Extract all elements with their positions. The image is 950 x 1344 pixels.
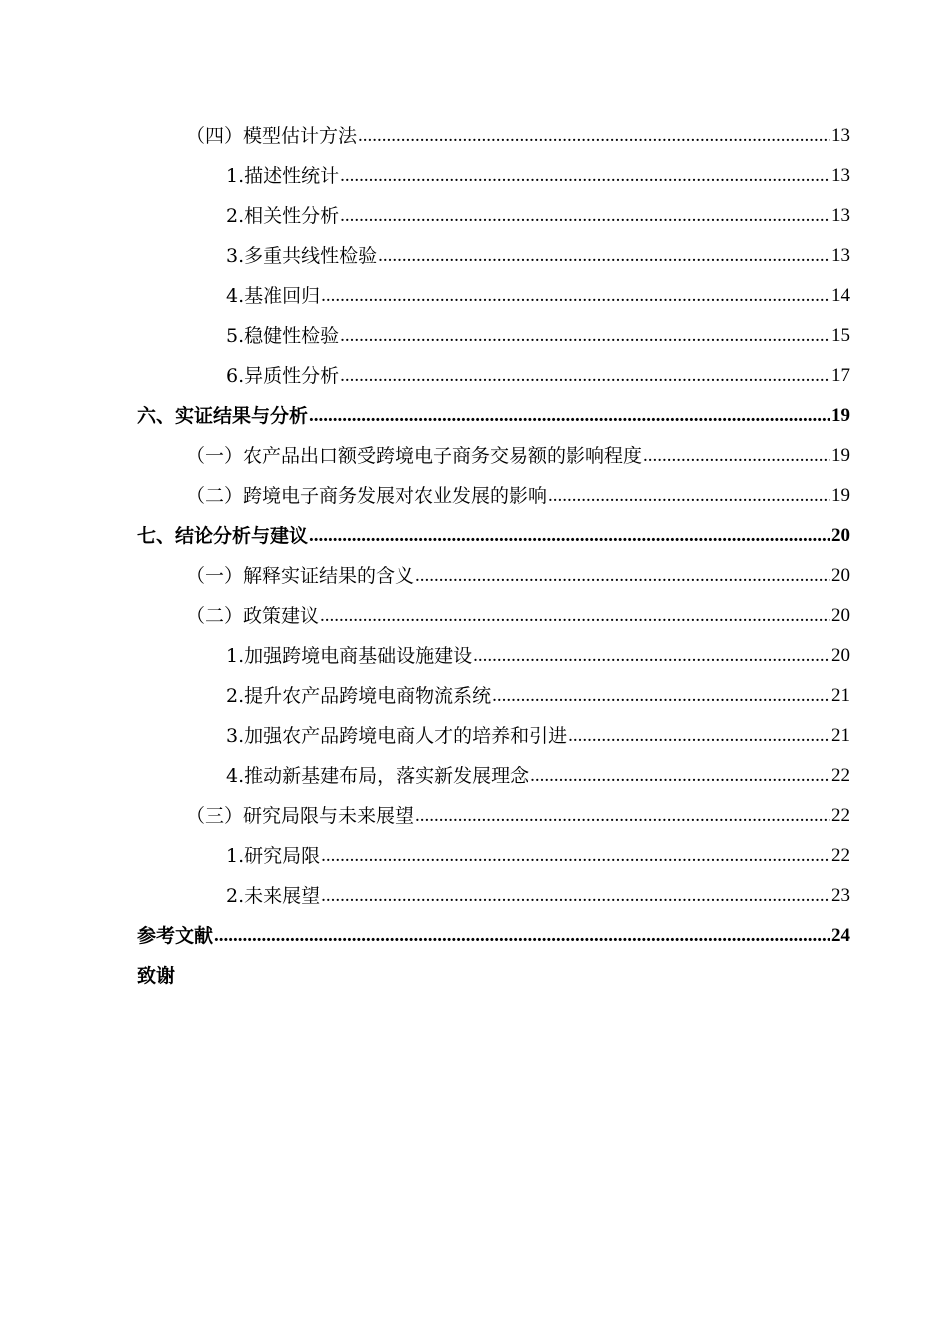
toc-leader-dots bbox=[320, 596, 830, 636]
toc-entry-title: 1.加强跨境电商基础设施建设 bbox=[226, 645, 473, 667]
toc-entry-page: 24 bbox=[831, 925, 850, 946]
toc-entry-title: 七、结论分析与建议 bbox=[137, 525, 309, 547]
toc-entry-page: 14 bbox=[831, 285, 850, 306]
toc-entry[interactable] bbox=[0, 436, 950, 476]
toc-leader-dots bbox=[378, 236, 830, 276]
toc-entry-page: 17 bbox=[831, 365, 850, 386]
toc-entry-title: （四）模型估计方法 bbox=[186, 125, 358, 147]
toc-entry-page: 15 bbox=[831, 325, 850, 346]
toc-entry-title: 六、实证结果与分析 bbox=[137, 405, 309, 427]
toc-chapter-entry[interactable] bbox=[0, 956, 950, 996]
toc-leader-dots bbox=[415, 556, 830, 596]
toc-chapter-entry[interactable] bbox=[0, 916, 950, 956]
toc-entry-title: （一）农产品出口额受跨境电子商务交易额的影响程度 bbox=[186, 445, 643, 467]
toc-entry-title: 4.基准回归 bbox=[226, 285, 321, 307]
toc-leader-dots bbox=[415, 796, 830, 836]
toc-entry-page: 19 bbox=[831, 485, 850, 506]
toc-leader-dots bbox=[643, 436, 830, 476]
toc-entry[interactable] bbox=[0, 596, 950, 636]
toc-entry-title: 4.推动新基建布局，落实新发展理念 bbox=[226, 765, 530, 787]
toc-entry[interactable] bbox=[0, 356, 950, 396]
toc-entry[interactable] bbox=[0, 156, 950, 196]
toc-entry[interactable] bbox=[0, 476, 950, 516]
toc-entry-page: 20 bbox=[831, 525, 850, 546]
toc-entry-page: 19 bbox=[831, 445, 850, 466]
toc-entry-title: （二）政策建议 bbox=[186, 605, 320, 627]
toc-entry-title: 参考文献 bbox=[137, 925, 214, 947]
toc-leader-dots bbox=[321, 276, 830, 316]
toc-chapter-entry[interactable] bbox=[0, 516, 950, 556]
toc-entry[interactable] bbox=[0, 716, 950, 756]
toc-leader-dots bbox=[568, 716, 830, 756]
toc-leader-dots bbox=[492, 676, 830, 716]
toc-leader-dots bbox=[473, 636, 830, 676]
table-of-contents bbox=[0, 116, 950, 996]
toc-entry[interactable] bbox=[0, 276, 950, 316]
toc-entry-title: （二）跨境电子商务发展对农业发展的影响 bbox=[186, 485, 548, 507]
toc-entry-title: 5.稳健性检验 bbox=[226, 325, 340, 347]
toc-entry[interactable] bbox=[0, 676, 950, 716]
toc-leader-dots bbox=[340, 316, 830, 356]
toc-entry-page: 21 bbox=[831, 725, 850, 746]
toc-entry-page: 23 bbox=[831, 885, 850, 906]
toc-entry[interactable] bbox=[0, 876, 950, 916]
toc-leader-dots bbox=[214, 916, 830, 956]
toc-entry-page: 13 bbox=[831, 165, 850, 186]
toc-leader-dots bbox=[309, 516, 830, 556]
toc-leader-dots bbox=[309, 396, 830, 436]
toc-entry-title: 2.提升农产品跨境电商物流系统 bbox=[226, 685, 492, 707]
toc-entry-title: 2.相关性分析 bbox=[226, 205, 340, 227]
toc-entry-title: 1.研究局限 bbox=[226, 845, 321, 867]
toc-entry-title: 致谢 bbox=[137, 965, 176, 987]
toc-entry-page: 20 bbox=[831, 565, 850, 586]
toc-leader-dots bbox=[340, 356, 830, 396]
toc-entry-title: 2.未来展望 bbox=[226, 885, 321, 907]
toc-entry-page: 20 bbox=[831, 605, 850, 626]
toc-entry-page: 19 bbox=[831, 405, 850, 426]
toc-entry[interactable] bbox=[0, 316, 950, 356]
toc-entry-page: 22 bbox=[831, 765, 850, 786]
toc-chapter-entry[interactable] bbox=[0, 396, 950, 436]
toc-entry-page: 21 bbox=[831, 685, 850, 706]
toc-entry-title: （一）解释实证结果的含义 bbox=[186, 565, 415, 587]
toc-entry-page: 22 bbox=[831, 805, 850, 826]
toc-entry-title: 1.描述性统计 bbox=[226, 165, 340, 187]
toc-leader-dots bbox=[358, 116, 830, 156]
toc-entry-title: 6.异质性分析 bbox=[226, 365, 340, 387]
toc-leader-dots bbox=[321, 876, 830, 916]
toc-entry-title: （三）研究局限与未来展望 bbox=[186, 805, 415, 827]
toc-entry-page: 13 bbox=[831, 125, 850, 146]
toc-entry[interactable] bbox=[0, 556, 950, 596]
toc-entry-page: 20 bbox=[831, 645, 850, 666]
toc-entry-page: 13 bbox=[831, 205, 850, 226]
toc-leader-dots bbox=[321, 836, 830, 876]
toc-entry[interactable] bbox=[0, 116, 950, 156]
toc-entry-title: 3.加强农产品跨境电商人才的培养和引进 bbox=[226, 725, 568, 747]
toc-entry-page: 13 bbox=[831, 245, 850, 266]
toc-entry[interactable] bbox=[0, 636, 950, 676]
toc-leader-dots bbox=[340, 156, 830, 196]
toc-entry[interactable] bbox=[0, 236, 950, 276]
toc-entry[interactable] bbox=[0, 196, 950, 236]
toc-entry[interactable] bbox=[0, 796, 950, 836]
toc-entry-page: 22 bbox=[831, 845, 850, 866]
toc-leader-dots bbox=[530, 756, 830, 796]
toc-leader-dots bbox=[340, 196, 830, 236]
toc-entry[interactable] bbox=[0, 836, 950, 876]
toc-leader-dots bbox=[548, 476, 830, 516]
toc-entry[interactable] bbox=[0, 756, 950, 796]
toc-entry-title: 3.多重共线性检验 bbox=[226, 245, 378, 267]
